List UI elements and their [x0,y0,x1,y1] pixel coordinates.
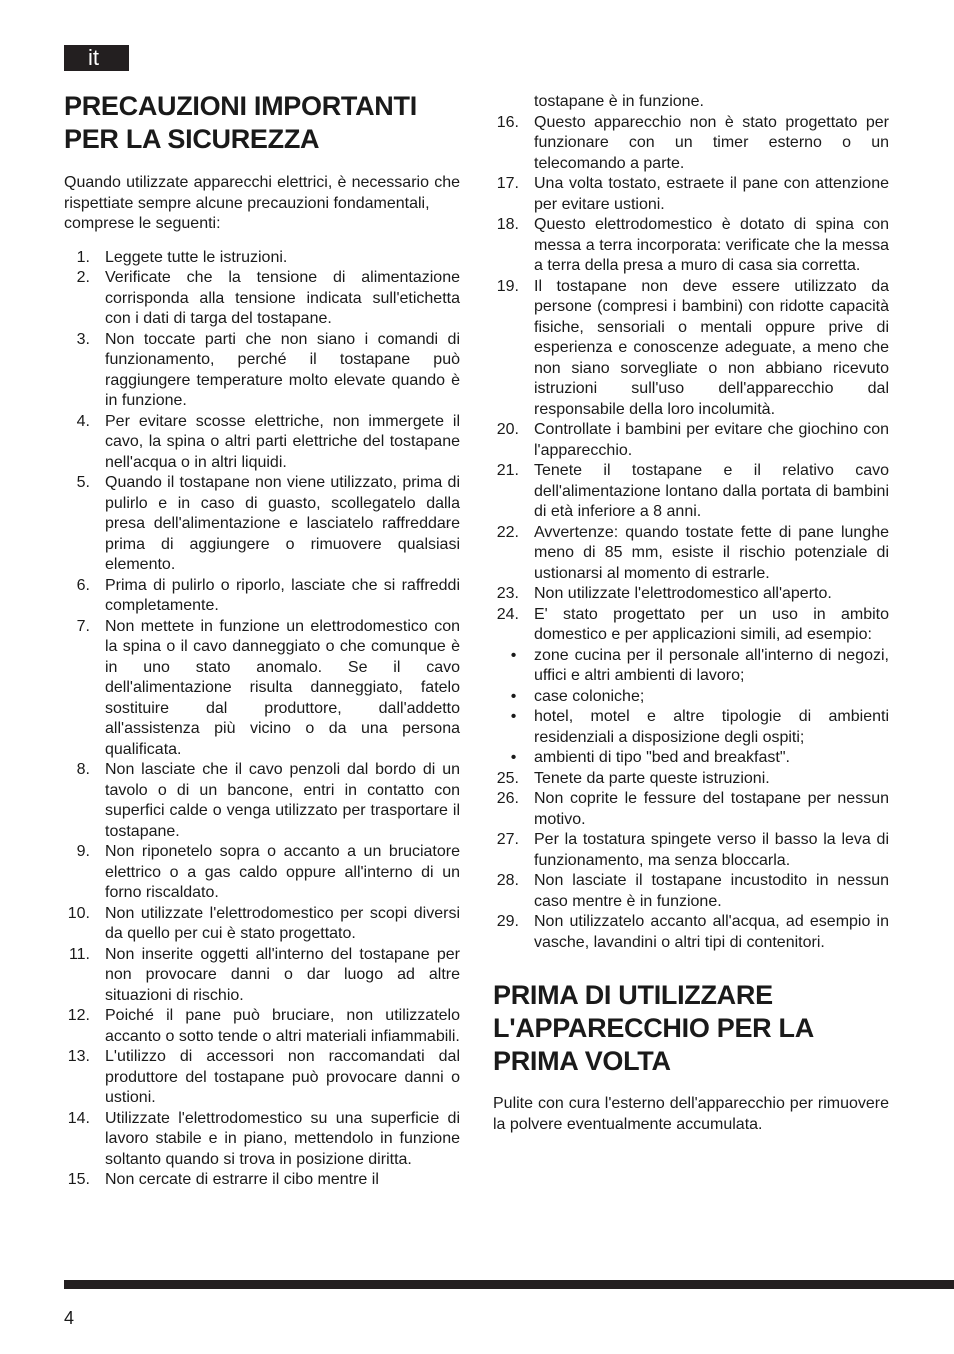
item-text: Questo elettrodomestico è dotato di spina con messa a terra incorporata: verificate che la messa a terra della presa a muro di casa sia corretta. [534,216,889,274]
item-text: Leggete tutte le istruzioni. [105,248,288,266]
list-item [493,830,889,871]
item-text: case coloniche; [534,687,645,705]
item-text: Quando il tostapane non viene utilizzato, prima di pulirlo e in caso di guasto, scollegatelo dalla presa dell'alimentazione e lasciatelo raffreddare prima di aggiungere o rimuovere qualsiasi elemento. [105,474,460,573]
bullet-marker: • [510,646,517,664]
list-item [493,420,889,461]
item-text: Non inserite oggetti all'interno del tostapane per non provocare danni o dar luogo ad altre situazioni di rischio. [105,945,460,1004]
item-number: 3. [76,330,90,348]
item-number: 8. [76,761,90,778]
item-number: 29. [496,913,519,930]
item-number: 17. [496,175,519,192]
item-text: Per la tostatura spingete verso il basso la leva di funzionamento, ma senza bloccarla. [534,831,889,869]
item-text: Controllate i bambini per evitare che giochino con l'apparecchio. [534,421,889,459]
item-number: 1. [76,248,90,266]
list-item [64,1006,460,1047]
item-text: Non mettete in funzione un elettrodomestico con la spina o il cavo danneggiato o che comunque è in uno stato anomalo. Se il cavo dell'alimentazione risulta danneggiato, fatelo sostituire dal produttore, dall'addetto all'assistenza più vicino o da una persona qualificata. [105,617,460,758]
list-item [493,871,889,912]
item-number: 13. [67,1048,90,1065]
item-text: Avvertenze: quando tostate fette di pane lunghe meno di 85 mm, esiste il rischio potenziale di ustionarsi al momento di estrarle. [534,523,889,582]
list-item [64,1047,460,1109]
item-text: Non coprite le fessure del tostapane per nessun motivo. [534,790,889,828]
list-item [493,277,889,421]
item-number: 25. [496,769,519,787]
item-number: 15. [67,1171,90,1188]
item-number: 27. [496,831,519,848]
section-title-safety [64,90,460,156]
item-number: 14. [67,1109,90,1127]
title-line: PER LA SICUREZZA [64,124,320,154]
item-number: 10. [67,904,90,922]
list-item [64,1109,460,1171]
item-number: 2. [76,269,90,286]
intro-paragraph: Quando utilizzate apparecchi elettrici, è necessario che rispettiate sempre alcune precauzioni fondamentali, [64,174,460,212]
list-item [64,412,460,474]
list-item [64,576,460,617]
right-column [493,92,889,1135]
bullet-marker: • [510,749,517,766]
bullet-item [493,646,889,687]
item-number: 9. [76,843,90,860]
item-number: 6. [76,576,90,594]
list-item [64,760,460,842]
list-item [493,912,889,953]
intro-paragraph-2: comprese le seguenti: [64,215,221,232]
item-text: Verificate che la tensione di alimentazione corrisponda alla tensione indicata sull'etichetta con i dati di targa del tostapane. [105,269,460,327]
item-number: 20. [496,421,519,438]
item-text: Prima di pulirlo o riporlo, lasciate che si raffreddi completamente. [105,576,460,614]
item-number: 12. [67,1007,90,1024]
item-text: hotel, motel e altre tipologie di ambienti residenziali a disposizione degli ospiti; [534,708,889,746]
bullet-marker: • [510,708,517,725]
left-column [64,90,460,1191]
list-item [64,842,460,904]
item-text: zone cucina per il personale all'interno di negozi, uffici e altri ambienti di lavoro; [534,646,889,684]
item-text: Questo apparecchio non è stato progettato per funzionare con un timer esterno o un telecomando a parte. [534,113,889,172]
item-number: 21. [496,462,519,479]
first-use-paragraph: Pulite con cura l'esterno dell'apparecchio per rimuovere la polvere eventualmente accumulata. [493,1095,889,1133]
list-item [493,113,889,175]
item-number: 22. [496,523,519,541]
title-line: PRECAUZIONI IMPORTANTI [64,91,417,121]
list-item [64,945,460,1007]
title-line: PRIMA DI UTILIZZARE [493,980,773,1010]
item-text: Non utilizzate l'elettrodomestico per scopi diversi da quello per cui è stato progettato. [105,904,460,942]
list-item [493,215,889,277]
list-item [493,769,889,790]
item-text: Tenete da parte queste istruzioni. [534,769,770,787]
item-text: Per evitare scosse elettriche, non immergete il cavo, la spina o altri parti elettriche del tostapane nell'acqua o in altri liquidi. [105,412,460,471]
item-text: Tenete il tostapane e il relativo cavo dell'alimentazione lontano dalla portata di bambini di età inferiore a 8 anni. [534,462,889,520]
list-item [64,1170,460,1191]
bullet-marker: • [510,687,517,705]
item-number: 4. [76,412,90,430]
list-item [64,268,460,330]
list-item [493,461,889,523]
safety-list [64,248,460,1191]
item-number: 24. [496,605,519,623]
section-title-first-use [493,979,889,1078]
item-number: 18. [496,216,519,233]
item-text: Non toccate parti che non siano i comandi di funzionamento, perché il tostapane può raggiungere temperature molto elevate quando è in funzione. [105,330,460,409]
page-number: 4 [64,1308,75,1328]
item-text: Utilizzate l'elettrodomestico su una superficie di lavoro stabile e in piano, mettendolo in funzione soltanto quando si trova in posizione diritta. [105,1109,460,1168]
item-number: 26. [496,790,519,807]
item-number: 23. [496,585,519,602]
title-line: L'APPARECCHIO PER LA [493,1013,814,1043]
item-text: Non utilizzate l'elettrodomestico all'aperto. [534,585,832,602]
item-text: Non cercate di estrarre il cibo mentre il [105,1171,379,1188]
list-item [64,617,460,761]
item-text: Non lasciate che il cavo penzoli dal bordo di un tavolo o di un bancone, entri in contatto con superfici calde o venga utilizzato per trasportare il tostapane. [105,761,460,840]
language-tab: it [64,45,129,71]
item-text: Non utilizzatelo accanto all'acqua, ad esempio in vasche, lavandini o altri tipi di contenitori. [534,913,889,951]
list-item [64,904,460,945]
list-item [64,473,460,576]
item-text: E' stato progettato per un uso in ambito domestico e per applicazioni simili, ad esempio: [534,605,889,643]
item-text: ambienti di tipo "bed and breakfast". [534,749,790,766]
item-text: Una volta tostato, estraete il pane con attenzione per evitare ustioni. [534,175,889,213]
item-text: Non lasciate il tostapane incustodito in nessun caso mentre è in funzione. [534,872,889,910]
list-item [493,523,889,585]
list-continuation: tostapane è in funzione. [534,93,704,110]
bullet-item [493,687,889,708]
item-number: 16. [496,113,519,131]
title-line: PRIMA VOLTA [493,1046,671,1076]
safety-list-continued [493,113,889,954]
item-text: Poiché il pane può bruciare, non utilizzatelo accanto o sotto tende o altri materiali infiammabili. [105,1007,460,1045]
item-number: 7. [76,617,90,635]
item-number: 19. [496,277,519,295]
list-item [493,174,889,215]
item-number: 11. [68,945,90,963]
list-item [64,248,460,269]
bullet-item [493,748,889,769]
footer-rule [64,1280,954,1289]
list-item [493,584,889,605]
list-item [64,330,460,412]
item-text: Il tostapane non deve essere utilizzato da persone (compresi i bambini) con ridotte capacità fisiche, sensoriali o mentali oppure prive di esperienza e conoscenze adeguate, a meno che non siano sorvegliate o non abbiano ricevuto istruzioni sull'uso dell'apparecchio dal responsabile della loro incolumità. [534,277,889,418]
bullet-item [493,707,889,748]
list-item [493,789,889,830]
item-text: L'utilizzo di accessori non raccomandati dal produttore del tostapane può provocare danni o ustioni. [105,1048,460,1106]
item-number: 28. [496,872,519,889]
item-number: 5. [76,474,90,491]
item-text: Non riponetelo sopra o accanto a un bruciatore elettrico o a gas caldo oppure all'interno di un forno riscaldato. [105,843,460,901]
list-item [493,605,889,646]
